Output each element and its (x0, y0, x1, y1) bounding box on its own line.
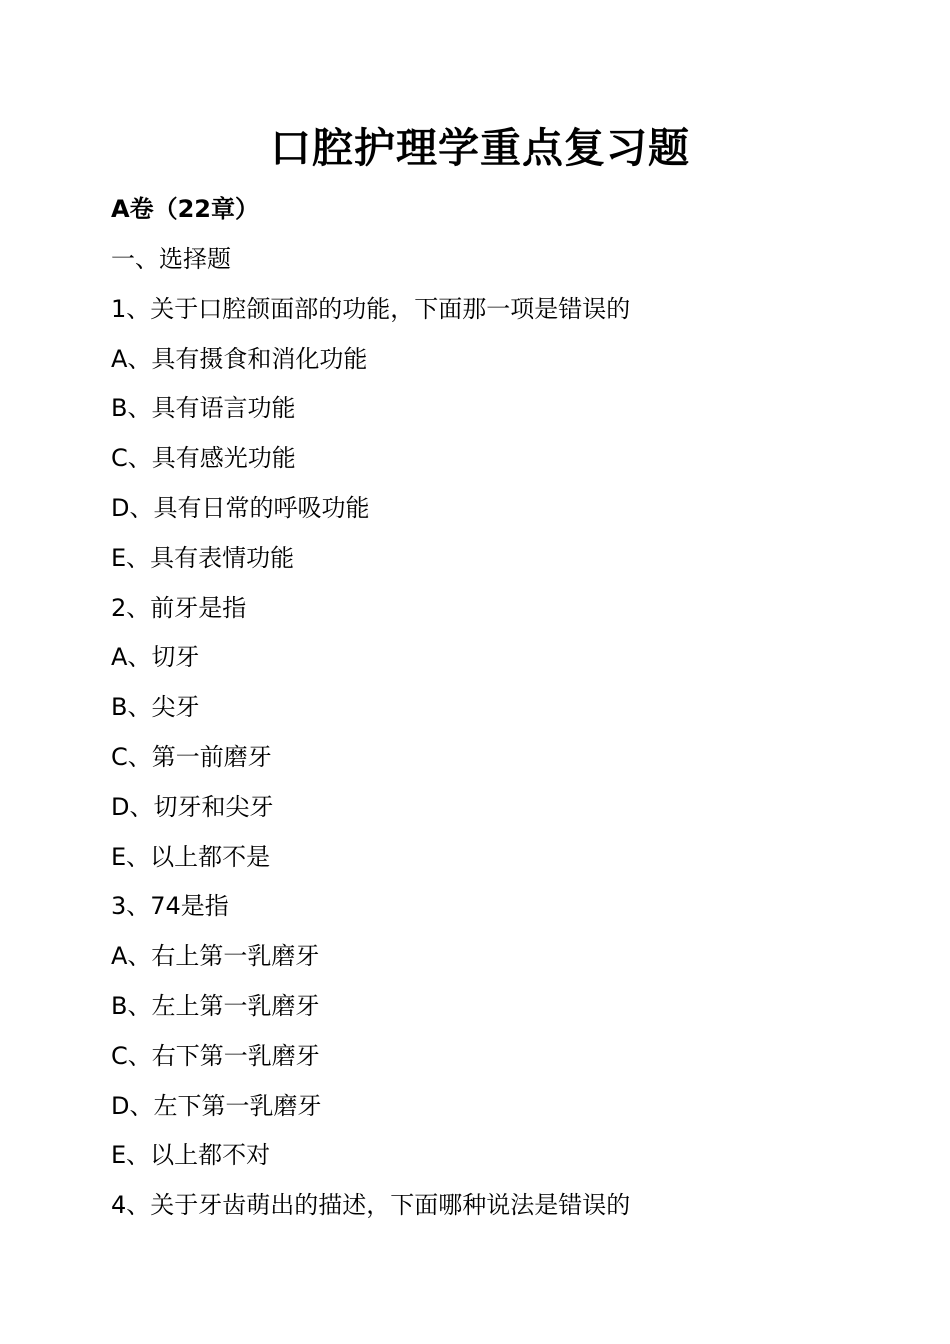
section-heading: A卷（22章） (111, 195, 259, 223)
answer-option: B、具有语言功能 (111, 394, 296, 423)
answer-option: C、右下第一乳磨牙 (111, 1041, 320, 1070)
answer-option: A、右上第一乳磨牙 (111, 942, 320, 971)
answer-option: A、具有摄食和消化功能 (111, 344, 368, 373)
question-3: 3、74是指 (111, 892, 229, 921)
section-subheading: 一、选择题 (111, 245, 231, 273)
document-title: 口腔护理学重点复习题 (270, 124, 690, 172)
answer-option: E、具有表情功能 (111, 543, 295, 572)
answer-option: D、切牙和尖牙 (111, 792, 274, 821)
answer-option: C、具有感光功能 (111, 444, 296, 473)
answer-option: E、以上都不是 (111, 842, 271, 871)
question-list (111, 241, 630, 1237)
question-2: 2、前牙是指 (111, 593, 247, 622)
answer-option: D、具有日常的呼吸功能 (111, 493, 370, 522)
answer-option: C、第一前磨牙 (111, 742, 272, 771)
answer-option: E、以上都不对 (111, 1141, 271, 1170)
answer-option: A、切牙 (111, 643, 200, 672)
answer-option: B、尖牙 (111, 693, 200, 722)
question-1: 1、关于口腔颌面部的功能，下面那一项是错误的 (111, 294, 631, 323)
question-4: 4、关于牙齿萌出的描述，下面哪种说法是错误的 (111, 1191, 631, 1220)
answer-option: B、左上第一乳磨牙 (111, 991, 320, 1020)
answer-option: D、左下第一乳磨牙 (111, 1091, 322, 1120)
